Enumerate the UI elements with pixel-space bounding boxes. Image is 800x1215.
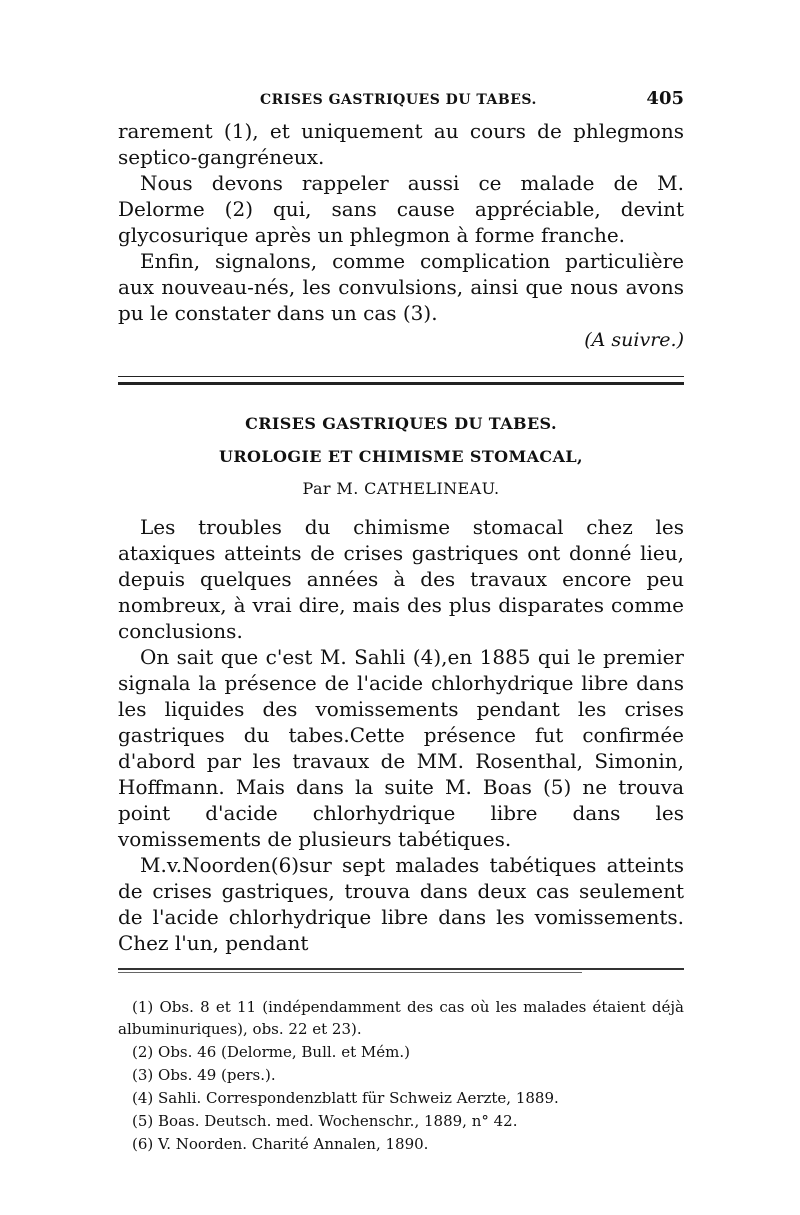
previous-article-text: [118, 118, 684, 326]
separator-thin-rule: [118, 376, 684, 377]
continued-note: (A suivre.): [584, 329, 684, 351]
book-page: [118, 88, 684, 1156]
article-body: [118, 514, 684, 956]
previous-paragraph-3: Enfin, signalons, comme complication particulière aux nouveau-nés, les convulsions, ainsi que nous avons pu le constater dans un cas (3).: [118, 249, 684, 325]
footnote-rule-short: [118, 972, 582, 973]
separator-thick-rule: [118, 382, 684, 385]
footnote-rule-long: [118, 968, 684, 970]
footnote-4: (4) Sahli. Correspondenzblatt für Schweiz Aerzte, 1889.: [132, 1089, 559, 1107]
footnote-2: (2) Obs. 46 (Delorme, Bull. et Mém.): [132, 1043, 410, 1061]
page-number: 405: [646, 88, 684, 109]
section-separator: [118, 376, 684, 386]
article-author: Par M. CATHELINEAU.: [302, 479, 500, 498]
footnote-1: (1) Obs. 8 et 11 (indépendamment des cas où les malades étaient déjà albuminuriques), obs. 22 et 23).: [118, 998, 684, 1038]
running-title: CRISES GASTRIQUES DU TABES.: [260, 92, 537, 108]
article-paragraph-2: On sait que c'est M. Sahli (4),en 1885 qui le premier signala la présence de l'acide chlorhydrique libre dans les liquides des vomissements pendant les crises gastriques du tabes.Cette présence fut confirmée d'abord par les travaux de MM. Rosenthal, Simonin, Hoffmann. Mais dans la suite M. Boas (5) ne trouva point d'acide chlorhydrique libre dans les vomissements de plusieurs tabétiques.: [118, 645, 684, 851]
article-paragraph-3: M.v.Noorden(6)sur sept malades tabétiques atteints de crises gastriques, trouva dans deux cas seulement de l'acide chlorhydrique libre dans les vomissements. Chez l'un, pendant: [118, 853, 684, 955]
footnote-3: (3) Obs. 49 (pers.).: [132, 1066, 276, 1084]
footnote-separator: [118, 968, 684, 974]
footnote-5: (5) Boas. Deutsch. med. Wochenschr., 1889, n° 42.: [132, 1112, 518, 1130]
footnote-6: (6) V. Noorden. Charité Annalen, 1890.: [132, 1135, 429, 1153]
previous-paragraph-2: Nous devons rappeler aussi ce malade de M. Delorme (2) qui, sans cause appréciable, devint glycosurique après un phlegmon à forme franche.: [118, 171, 684, 247]
article-paragraph-1: Les troubles du chimisme stomacal chez les ataxiques atteints de crises gastriques ont donné lieu, depuis quelques années à des travaux encore peu nombreux, à vrai dire, mais des plus disparates comme conclusions.: [118, 515, 684, 643]
running-header: [118, 88, 684, 118]
article-subtitle: UROLOGIE ET CHIMISME STOMACAL,: [218, 447, 583, 466]
previous-paragraph-1: rarement (1), et uniquement au cours de phlegmons septico-gangréneux.: [118, 119, 684, 169]
footnotes: [118, 996, 684, 1155]
article-title: CRISES GASTRIQUES DU TABES.: [245, 414, 557, 433]
article-heading: [118, 413, 684, 500]
